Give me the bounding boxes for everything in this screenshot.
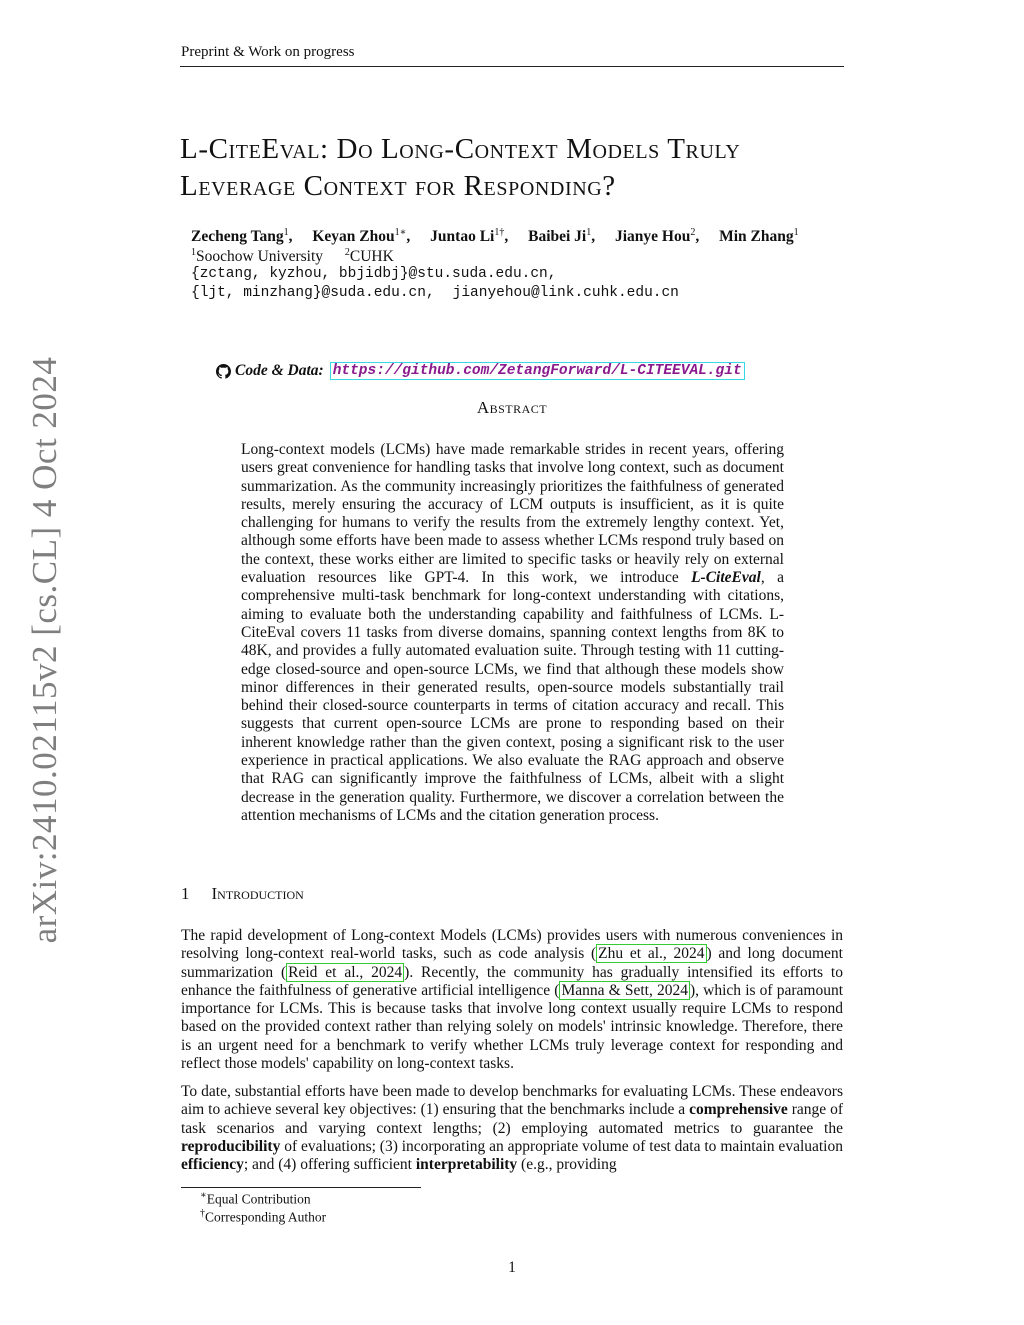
author: Baibei Ji$^1$, <box>528 227 596 246</box>
running-head: Preprint & Work on progress <box>181 44 355 60</box>
citation-link[interactable]: Zhu et al., 2024 <box>598 945 705 963</box>
benchmark-name: L-CiteEval <box>691 569 761 587</box>
author: Jianye Hou$^2$, <box>615 227 700 246</box>
footnote-1: ∗Equal Contribution <box>200 1190 311 1207</box>
citation-link[interactable]: Manna & Sett, 2024 <box>561 981 688 999</box>
github-icon <box>216 364 231 379</box>
email-line-1: {zctang, kyzhou, bbjidbj}@stu.suda.edu.cn, <box>191 266 557 282</box>
arxiv-stamp-text: arXiv:2410.02115v2 [cs.CL] 4 Oct 2024 <box>25 356 64 944</box>
header-rule <box>180 66 844 67</box>
page-number: 1 <box>508 1259 516 1276</box>
intro-paragraph-2: To date, substantial efforts have been made to develop benchmarks for evaluating LCMs. These endeavors aim to achieve several key objectives: (1) ensuring that the benchmarks include a comprehensive range of task scenarios and varying context lengths; (2) employing automated metrics to guarantee the reproducibility of evaluations; (3) incorporating an appropriate volume of test data to maintain evaluation efficiency; and (4) offering sufficient interpretability (e.g., providing <box>181 1083 843 1174</box>
title-line-2: Leverage Context for Responding? <box>180 170 616 202</box>
affiliations: $^1$Soochow University $^2$CUHK <box>191 247 394 266</box>
author: Min Zhang$^1$ <box>719 227 799 246</box>
author: Juntao $Li^{1\dagger}$, <box>430 227 509 246</box>
section-heading-introduction: 1 Introduction <box>181 884 304 903</box>
github-link[interactable]: https://github.com/ZetangForward/L-CITEEVAL.git <box>330 362 745 380</box>
citation-link[interactable]: Reid et al., 2024 <box>288 963 403 981</box>
affiliation-2: CUHK <box>349 248 394 266</box>
author-list <box>191 227 799 246</box>
email-line-2: {ljt, minzhang}@suda.edu.cn, jianyehou@link.cuhk.edu.cn <box>191 285 679 301</box>
code-data-label: Code & Data: <box>235 362 324 379</box>
code-data-line <box>216 362 745 380</box>
paper-title <box>180 131 850 205</box>
title-line-1: L-CiteEval: Do Long-Context Models Truly <box>180 133 741 165</box>
abstract-body: Long-context models (LCMs) have made remarkable strides in recent years, offering users great convenience for handling tasks that involve long context, such as document summarization. As the community increasingly prioritizes the faithfulness of generated results, merely ensuring the accuracy of LCM outputs is insufficient, as it is quite challenging for humans to verify the results from the extremely lengthy context. Yet, although some efforts have been made to assess whether LCMs respond truly based on the context, these works either are limited to specific tasks or heavily rely on external evaluation resources like GPT-4. In this work, we introduce L-CiteEval, a comprehensive multi-task benchmark for long-context understanding with citations, aiming to evaluate both the understanding capability and faithfulness of LCMs. L-CiteEval covers 11 tasks from diverse domains, spanning context lengths from 8K to 48K, and provides a fully automated evaluation suite. Through testing with 11 cutting-edge closed-source and open-source LCMs, we find that although these models show minor differences in their generated results, open-source models substantially trail behind their closed-source counterparts in terms of citation accuracy and recall. This suggests that current open-source LCMs are prone to responding based on their inherent knowledge rather than the given context, posing a significant risk to the user experience in practical applications. We also evaluate the RAG approach and observe that RAG can significantly improve the faithfulness of LCMs, albeit with a slight decrease in the generation quality. Furthermore, we discover a correlation between the attention mechanisms of LCMs and the citation generation process. <box>241 441 784 824</box>
footnote-rule <box>181 1187 421 1188</box>
affiliation-1: Soochow University <box>196 248 324 266</box>
author: Zecheng Tang$^1$, <box>191 227 293 246</box>
footnote-2: †Corresponding Author <box>200 1208 327 1225</box>
author: Keyan Zhou$^{1∗}$, <box>312 227 411 246</box>
intro-paragraph-1: The rapid development of Long-context Models (LCMs) provides users with numerous conveniences in resolving long-context real-world tasks, such as code analysis ( Zhu et al., 2024 ) and long document summarization ( Reid et al., 2024 ). Recently, the community has gradually intensified its efforts to enhance the faithfulness of generative artificial intelligence ( Manna & Sett, 2024 ), which is of paramount importance for LCMs. This is because tasks that involve long context usually require LCMs to respond based on the provided context rather than relying solely on models' intrinsic knowledge. Therefore, there is an urgent need for a benchmark to verify whether LCMs truly leverage context for responding and reflect those models' capability on long-context tasks. <box>181 927 844 1073</box>
abstract-heading: Abstract <box>476 398 548 417</box>
